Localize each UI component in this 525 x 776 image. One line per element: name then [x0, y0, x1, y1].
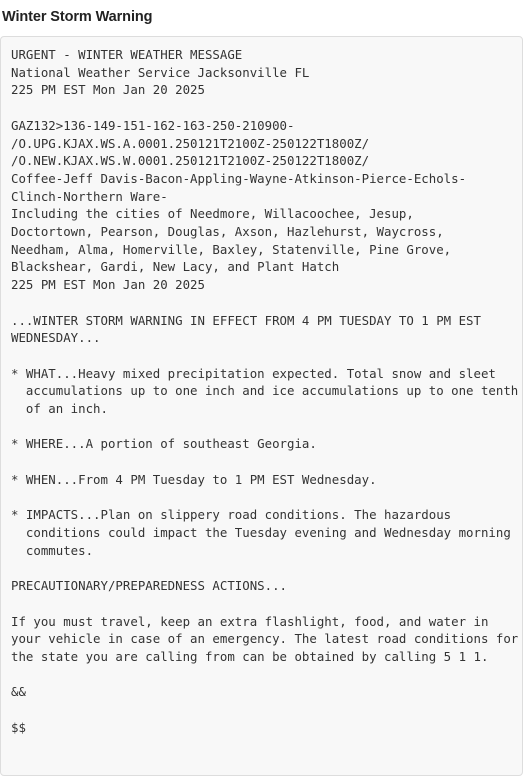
message-line: URGENT - WINTER WEATHER MESSAGE [11, 47, 243, 62]
message-line: $$ [11, 719, 26, 735]
message-line: WEDNESDAY... [11, 330, 101, 346]
message-line: National Weather Service Jacksonville FL [11, 64, 310, 80]
page-title: Winter Storm Warning [2, 9, 153, 25]
message-line: Doctortown, Pearson, Douglas, Axson, Hazlehurst, Waycross, [11, 224, 444, 240]
message-line: * WHEN...From 4 PM Tuesday to 1 PM EST Wednesday. [11, 471, 377, 487]
message-line: conditions could impact the Tuesday evening and Wednesday morning [11, 524, 511, 540]
message-line: * IMPACTS...Plan on slippery road conditions. The hazardous [11, 507, 452, 523]
message-line: your vehicle in case of an emergency. The latest road conditions for [11, 631, 519, 647]
warning-message-text [11, 46, 518, 736]
message-line: 225 PM EST Mon Jan 20 2025 [11, 82, 205, 98]
message-line: Blackshear, Gardi, New Lacy, and Plant Hatch [11, 259, 340, 275]
message-line: 225 PM EST Mon Jan 20 2025 [11, 277, 205, 293]
message-line: /O.NEW.KJAX.WS.W.0001.250121T2100Z-250122T1800Z/ [11, 153, 370, 169]
message-line: If you must travel, keep an extra flashlight, food, and water in [11, 613, 489, 629]
message-line: accumulations up to one inch and ice accumulations up to one tenth [11, 383, 519, 399]
message-line: Including the cities of Needmore, Willacoochee, Jesup, [11, 206, 414, 222]
message-line: * WHAT...Heavy mixed precipitation expected. Total snow and sleet [11, 365, 496, 381]
message-line: GAZ132>136-149-151-162-163-250-210900- [11, 117, 295, 133]
message-line: ...WINTER STORM WARNING IN EFFECT FROM 4 PM TUESDAY TO 1 PM EST [11, 312, 481, 328]
message-line: && [11, 684, 26, 700]
message-line: * WHERE...A portion of southeast Georgia. [11, 436, 317, 452]
message-line: the state you are calling from can be obtained by calling 5 1 1. [11, 648, 489, 664]
message-line: Clinch-Northern Ware- [11, 188, 168, 204]
message-line: of an inch. [11, 401, 108, 417]
message-line: /O.UPG.KJAX.WS.A.0001.250121T2100Z-250122T1800Z/ [11, 135, 370, 151]
message-line: Coffee-Jeff Davis-Bacon-Appling-Wayne-Atkinson-Pierce-Echols- [11, 170, 467, 186]
message-line: PRECAUTIONARY/PREPAREDNESS ACTIONS... [11, 578, 288, 594]
message-line: Needham, Alma, Homerville, Baxley, Statenville, Pine Grove, [11, 241, 452, 257]
message-line: commutes. [11, 542, 94, 558]
